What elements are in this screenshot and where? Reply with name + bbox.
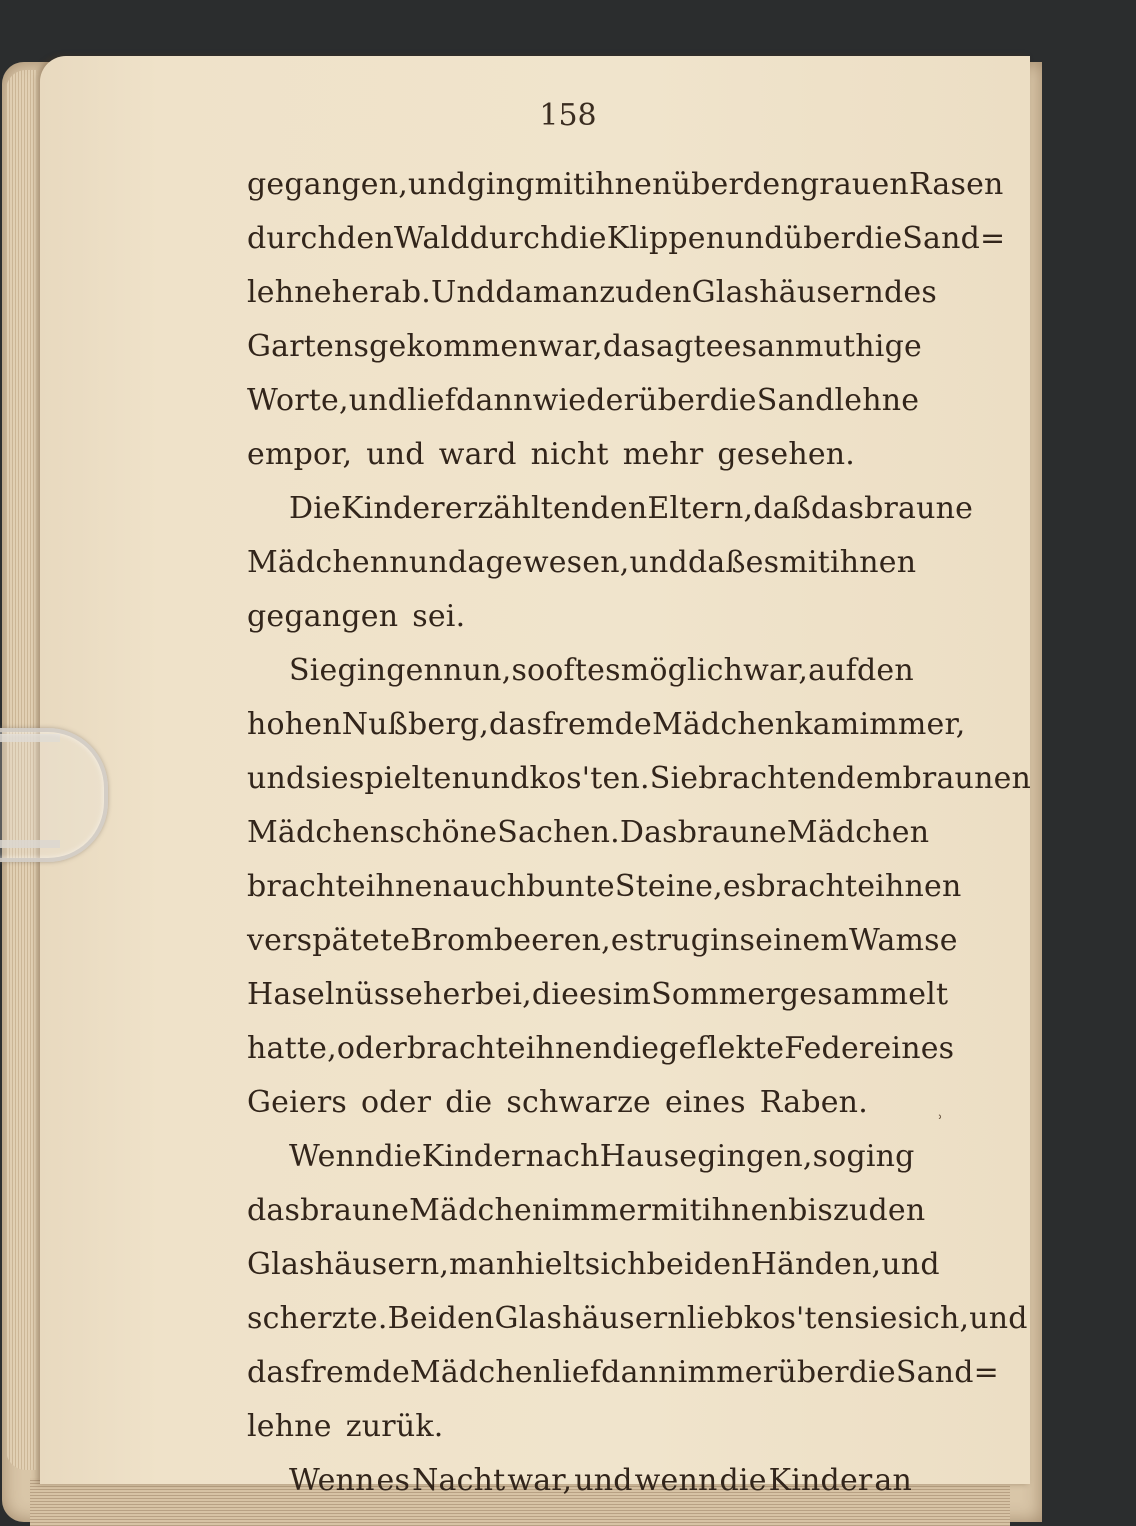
word: gegangen	[247, 599, 399, 634]
text-line	[247, 1346, 999, 1400]
word: Sommer	[651, 977, 780, 1012]
word: braune	[677, 815, 787, 850]
word: da	[495, 275, 533, 310]
word: im	[612, 977, 652, 1012]
word: gekommen	[369, 329, 538, 364]
word: war,	[743, 653, 809, 688]
word: kos'ten.	[529, 761, 650, 796]
word: den	[634, 275, 692, 310]
word: das	[247, 1193, 301, 1228]
word: da	[447, 545, 486, 580]
text-line	[247, 266, 937, 320]
word: Mädchen	[409, 1355, 553, 1390]
word: es	[723, 329, 758, 364]
text-line	[247, 320, 922, 374]
word: immer	[551, 1193, 652, 1228]
word: Und	[431, 275, 496, 310]
word: erzählten	[444, 491, 591, 526]
word: es	[376, 1463, 411, 1498]
word: und	[629, 545, 688, 580]
word: den	[337, 221, 394, 256]
word: es	[579, 977, 613, 1012]
word: es	[610, 923, 645, 958]
word: daß	[687, 545, 746, 580]
word: an	[874, 1463, 912, 1498]
word: über	[638, 383, 710, 418]
word: den	[868, 1193, 926, 1228]
word: bunte	[526, 869, 615, 904]
word: so	[812, 1139, 847, 1174]
word: ihnen	[701, 1193, 789, 1228]
word: Mädchen	[247, 545, 390, 580]
word: und	[348, 383, 408, 418]
word: Worte,	[247, 383, 349, 418]
word: durch	[469, 221, 560, 256]
word: den	[743, 167, 800, 202]
word: die	[531, 977, 580, 1012]
word: und	[881, 1247, 940, 1282]
text-line	[247, 1022, 955, 1076]
word: über	[783, 221, 856, 256]
word: Geiers	[247, 1085, 348, 1120]
word: Nacht	[412, 1463, 506, 1498]
word: den	[693, 1247, 751, 1282]
word: die	[719, 1463, 767, 1498]
word: gesehen.	[717, 437, 856, 472]
word: Mädchen	[786, 815, 930, 850]
word: kam	[794, 707, 860, 742]
word: und	[969, 1301, 1028, 1336]
word: sie	[854, 1301, 898, 1336]
word: Nußberg,	[341, 707, 490, 742]
word: Glashäusern	[494, 1301, 687, 1336]
word: Kinder	[768, 1463, 873, 1498]
text-line	[247, 590, 912, 644]
word: nach	[525, 1139, 600, 1174]
word: über	[671, 167, 744, 202]
word: schöne	[389, 815, 498, 850]
text-line	[247, 1238, 940, 1292]
word: Raben.	[759, 1085, 868, 1120]
word: hielt	[515, 1247, 585, 1282]
word: eines	[873, 1031, 955, 1066]
word: das	[247, 1355, 301, 1390]
word: das	[489, 707, 543, 742]
word: Feder	[784, 1031, 874, 1066]
word: mit	[779, 545, 830, 580]
text-line	[247, 698, 966, 752]
text-line	[247, 482, 974, 536]
word: den	[437, 1301, 495, 1336]
word: die	[559, 221, 607, 256]
word: lehne	[247, 275, 332, 310]
word: immer,	[859, 707, 966, 742]
word: bei	[646, 1247, 694, 1282]
word: Wenn	[289, 1463, 375, 1498]
word: sagte	[640, 329, 724, 364]
word: mit	[534, 167, 586, 202]
text-line	[247, 212, 1006, 266]
word: gingen	[337, 653, 444, 688]
word: brachten	[698, 761, 837, 796]
word: geflekte	[659, 1031, 785, 1066]
word: den	[590, 491, 648, 526]
word: lief	[407, 383, 457, 418]
word: immer	[677, 1355, 778, 1390]
word: es	[587, 653, 621, 688]
word: es	[745, 545, 780, 580]
word: ihnen	[875, 869, 962, 904]
word: Sie	[649, 761, 699, 796]
word: war,	[507, 1463, 573, 1498]
word: Mädchen	[651, 707, 795, 742]
word: gesammelt	[779, 977, 949, 1012]
word: man	[449, 1247, 516, 1282]
word: wieder	[532, 383, 639, 418]
word: mit	[651, 1193, 702, 1228]
word: war,	[537, 329, 603, 364]
word: Rasen	[908, 167, 1004, 202]
word: hatte,	[247, 1031, 337, 1066]
word: eines	[664, 1085, 746, 1120]
text-line	[247, 644, 912, 698]
word: die	[445, 1085, 493, 1120]
word: sich	[584, 1247, 647, 1282]
word: so	[511, 653, 546, 688]
word: braunen	[902, 761, 1032, 796]
text-line	[247, 968, 949, 1022]
text-line	[247, 914, 958, 968]
text-line	[247, 1454, 912, 1508]
word: gewesen,	[485, 545, 630, 580]
word: ward	[438, 437, 517, 472]
word: liebkos'ten	[686, 1301, 855, 1336]
word: brachte	[756, 869, 876, 904]
word: brachte	[406, 1031, 526, 1066]
word: Glashäusern	[691, 275, 884, 310]
text-line	[247, 860, 962, 914]
text-line	[247, 752, 1032, 806]
word: Steine,	[614, 869, 723, 904]
word: schwarze	[506, 1085, 651, 1120]
word: Wenn	[289, 1139, 375, 1174]
word: braune	[864, 491, 974, 526]
word: und	[574, 1463, 633, 1498]
word: Die	[289, 491, 342, 526]
word: wenn	[634, 1463, 718, 1498]
word: und	[247, 761, 306, 796]
word: Sand=	[895, 1355, 999, 1390]
word: und	[408, 167, 467, 202]
text-line	[247, 1292, 1028, 1346]
word: grauen	[799, 167, 909, 202]
word: die	[855, 221, 903, 256]
word: Glashäusern,	[247, 1247, 450, 1282]
word: des	[884, 275, 937, 310]
word: dann	[601, 1355, 678, 1390]
word: hohen	[247, 707, 342, 742]
word: ihnen	[829, 545, 917, 580]
word: Wald	[393, 221, 470, 256]
word: Gartens	[247, 329, 370, 364]
word: ging	[466, 167, 535, 202]
word: Wamse	[849, 923, 958, 958]
word: dann	[456, 383, 533, 418]
text-line	[247, 1400, 912, 1454]
word: über	[777, 1355, 849, 1390]
word: spielten	[348, 761, 472, 796]
word: auf	[808, 653, 857, 688]
word: da	[602, 329, 641, 364]
word: gegangen,	[247, 167, 408, 202]
word: braune	[300, 1193, 410, 1228]
word: ihnen	[585, 167, 672, 202]
word: scherzte.	[247, 1301, 388, 1336]
word: lehne	[247, 1409, 332, 1444]
word: zu	[832, 1193, 869, 1228]
text-line	[247, 374, 920, 428]
word: Sand=	[902, 221, 1006, 256]
word: nun,	[443, 653, 512, 688]
word: sich,	[897, 1301, 970, 1336]
word: daß	[753, 491, 812, 526]
word: die	[374, 1139, 422, 1174]
word: dem	[836, 761, 903, 796]
stray-mark: ˒	[938, 1108, 943, 1127]
word: trug	[644, 923, 711, 958]
word: nun	[389, 545, 448, 580]
word: Klippen	[606, 221, 726, 256]
word: gingen,	[697, 1139, 813, 1174]
word: und	[366, 437, 425, 472]
word: fremde	[542, 707, 652, 742]
word: Kinder	[341, 491, 445, 526]
word: zurük.	[345, 1409, 444, 1444]
word: sei.	[412, 599, 466, 634]
word: zu	[599, 275, 635, 310]
word: auch	[452, 869, 527, 904]
word: oft	[545, 653, 588, 688]
text-line	[247, 428, 912, 482]
word: ihnen	[365, 869, 453, 904]
text-line	[247, 806, 930, 860]
word: Mädchen	[247, 815, 390, 850]
word: Sandlehne	[756, 383, 920, 418]
word: und	[471, 761, 530, 796]
word: sie	[305, 761, 349, 796]
word: durch	[247, 221, 337, 256]
word: die	[612, 1031, 660, 1066]
word: lief	[552, 1355, 602, 1390]
word: herab.	[331, 275, 431, 310]
word: Eltern,	[647, 491, 754, 526]
text-line	[247, 1130, 915, 1184]
word: ging	[846, 1139, 915, 1174]
text-line	[247, 536, 917, 590]
word: es	[722, 869, 757, 904]
word: verspätete	[247, 923, 411, 958]
word: Bei	[387, 1301, 438, 1336]
word: Sie	[289, 653, 338, 688]
text-line	[247, 1184, 926, 1238]
word: die	[848, 1355, 896, 1390]
word: herbei,	[422, 977, 532, 1012]
word: das	[811, 491, 865, 526]
word: seinem	[739, 923, 850, 958]
word: oder	[336, 1031, 407, 1066]
word: Sachen.	[497, 815, 620, 850]
word: Das	[619, 815, 678, 850]
word: Hause	[599, 1139, 698, 1174]
word: den	[857, 653, 914, 688]
word: nicht	[530, 437, 609, 472]
word: mehr	[622, 437, 704, 472]
word: ihnen	[525, 1031, 613, 1066]
text-line	[247, 1076, 912, 1130]
word: möglich	[620, 653, 744, 688]
word: bis	[788, 1193, 833, 1228]
word: Haselnüsse	[247, 977, 423, 1012]
word: die	[709, 383, 757, 418]
word: und	[725, 221, 784, 256]
text-line	[247, 158, 1004, 212]
word: anmuthige	[757, 329, 922, 364]
word: oder	[361, 1085, 432, 1120]
word: Kinder	[421, 1139, 526, 1174]
word: fremde	[300, 1355, 410, 1390]
page-number: 158	[539, 98, 597, 133]
word: empor,	[247, 437, 353, 472]
word: man	[532, 275, 600, 310]
word: Mädchen	[409, 1193, 552, 1228]
word: in	[710, 923, 740, 958]
body-text	[247, 158, 1032, 1508]
word: brachte	[247, 869, 366, 904]
clip-bar-bottom	[0, 840, 60, 848]
word: Brombeeren,	[410, 923, 611, 958]
word: Händen,	[750, 1247, 882, 1282]
